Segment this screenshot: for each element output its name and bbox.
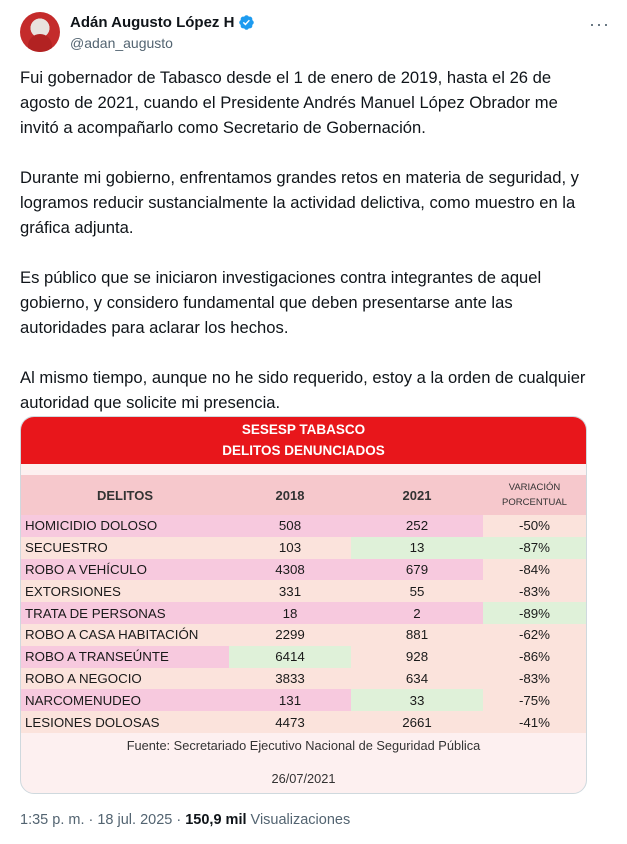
value-2018: 508 bbox=[229, 515, 351, 537]
table-row bbox=[21, 646, 586, 668]
author-name[interactable]: Adán Augusto López H bbox=[70, 14, 235, 31]
crime-name: EXTORSIONES bbox=[21, 580, 229, 602]
value-2021: 13 bbox=[351, 537, 483, 559]
crime-name: ROBO A CASA HABITACIÓN bbox=[21, 624, 229, 646]
value-2021: 2 bbox=[351, 602, 483, 624]
value-2018: 4308 bbox=[229, 559, 351, 581]
value-2018: 6414 bbox=[229, 646, 351, 668]
tweet-paragraph: Durante mi gobierno, enfrentamos grandes retos en materia de seguridad, y logramos reducir sustancialmente la actividad delictiva, como muestro en la gráfica adjunta. bbox=[20, 168, 579, 237]
column-header-delitos: DELITOS bbox=[96, 487, 154, 503]
table-source: Fuente: Secretariado Ejecutivo Nacional de Seguridad Pública bbox=[126, 738, 481, 753]
table-date: 26/07/2021 bbox=[271, 771, 336, 786]
variation-percent: -84% bbox=[483, 559, 586, 581]
crime-name: ROBO A NEGOCIO bbox=[21, 668, 229, 690]
variation-percent: -41% bbox=[483, 711, 586, 733]
views-count: 150,9 mil bbox=[185, 812, 247, 828]
value-2018: 331 bbox=[229, 580, 351, 602]
variation-header-line1: VARIACIÓN bbox=[508, 482, 561, 493]
value-2021: 928 bbox=[351, 646, 483, 668]
table-subtitle: DELITOS DENUNCIADOS bbox=[222, 443, 385, 458]
variation-percent: -87% bbox=[483, 537, 586, 559]
tweet-paragraph: Fui gobernador de Tabasco desde el 1 de enero de 2019, hasta el 26 de agosto de 2021, cuando el Presidente Andrés Manuel López Obrador me invitó a acompañarlo como Secretario de Gobernación. bbox=[20, 68, 558, 137]
column-header-variacion bbox=[483, 475, 586, 515]
tweet-timestamp[interactable]: 1:35 p. m. · 18 jul. 2025 · bbox=[20, 812, 182, 828]
value-2018: 131 bbox=[229, 689, 351, 711]
value-2018: 103 bbox=[229, 537, 351, 559]
table-row bbox=[21, 515, 586, 537]
tweet-meta bbox=[20, 812, 350, 828]
views-label: Visualizaciones bbox=[250, 812, 351, 828]
table-row bbox=[21, 668, 586, 690]
author-name-row bbox=[70, 14, 255, 31]
value-2018: 3833 bbox=[229, 668, 351, 690]
value-2021: 679 bbox=[351, 559, 483, 581]
crime-name: SECUESTRO bbox=[21, 537, 229, 559]
table-row bbox=[21, 624, 586, 646]
table-title-bar bbox=[21, 417, 586, 464]
table-title: SESESP TABASCO bbox=[241, 422, 366, 437]
table-header-row bbox=[21, 475, 586, 515]
column-header-2018: 2018 bbox=[275, 487, 305, 503]
tweet-paragraph: Es público que se iniciaron investigaciones contra integrantes de aquel gobierno, y considero fundamental que deben presentarse ante las autoridades para aclarar los hechos. bbox=[20, 268, 542, 337]
value-2021: 55 bbox=[351, 580, 483, 602]
table-row bbox=[21, 537, 586, 559]
crime-name: ROBO A TRANSEÚNTE bbox=[21, 646, 229, 668]
variation-percent: -89% bbox=[483, 602, 586, 624]
attached-image[interactable] bbox=[20, 416, 587, 794]
value-2018: 18 bbox=[229, 602, 351, 624]
crime-name: LESIONES DOLOSAS bbox=[21, 711, 229, 733]
table-row bbox=[21, 580, 586, 602]
tweet-header bbox=[20, 12, 610, 56]
crime-name: TRATA DE PERSONAS bbox=[21, 602, 229, 624]
value-2021: 881 bbox=[351, 624, 483, 646]
verified-badge-icon bbox=[238, 14, 255, 31]
value-2021: 2661 bbox=[351, 711, 483, 733]
table-row bbox=[21, 602, 586, 624]
tweet-paragraph: Al mismo tiempo, aunque no he sido requerido, estoy a la orden de cualquier autoridad que solicite mi presencia. bbox=[20, 368, 586, 412]
author-handle[interactable]: @adan_augusto bbox=[70, 35, 173, 51]
variation-percent: -83% bbox=[483, 668, 586, 690]
value-2021: 634 bbox=[351, 668, 483, 690]
variation-percent: -50% bbox=[483, 515, 586, 537]
variation-header-line2: PORCENTUAL bbox=[502, 497, 567, 508]
value-2018: 2299 bbox=[229, 624, 351, 646]
column-header-2021: 2021 bbox=[402, 487, 432, 503]
more-options-icon[interactable]: ··· bbox=[589, 14, 610, 34]
variation-percent: -83% bbox=[483, 580, 586, 602]
crime-name: NARCOMENUDEO bbox=[21, 689, 229, 711]
crime-name: ROBO A VEHÍCULO bbox=[21, 559, 229, 581]
variation-percent: -86% bbox=[483, 646, 586, 668]
table-row bbox=[21, 689, 586, 711]
value-2021: 252 bbox=[351, 515, 483, 537]
table-row bbox=[21, 559, 586, 581]
table-row bbox=[21, 711, 586, 733]
avatar[interactable] bbox=[20, 12, 60, 52]
variation-percent: -62% bbox=[483, 624, 586, 646]
table-body bbox=[21, 515, 586, 733]
crime-name: HOMICIDIO DOLOSO bbox=[21, 515, 229, 537]
value-2018: 4473 bbox=[229, 711, 351, 733]
variation-percent: -75% bbox=[483, 689, 586, 711]
value-2021: 33 bbox=[351, 689, 483, 711]
tweet-text bbox=[20, 65, 590, 440]
